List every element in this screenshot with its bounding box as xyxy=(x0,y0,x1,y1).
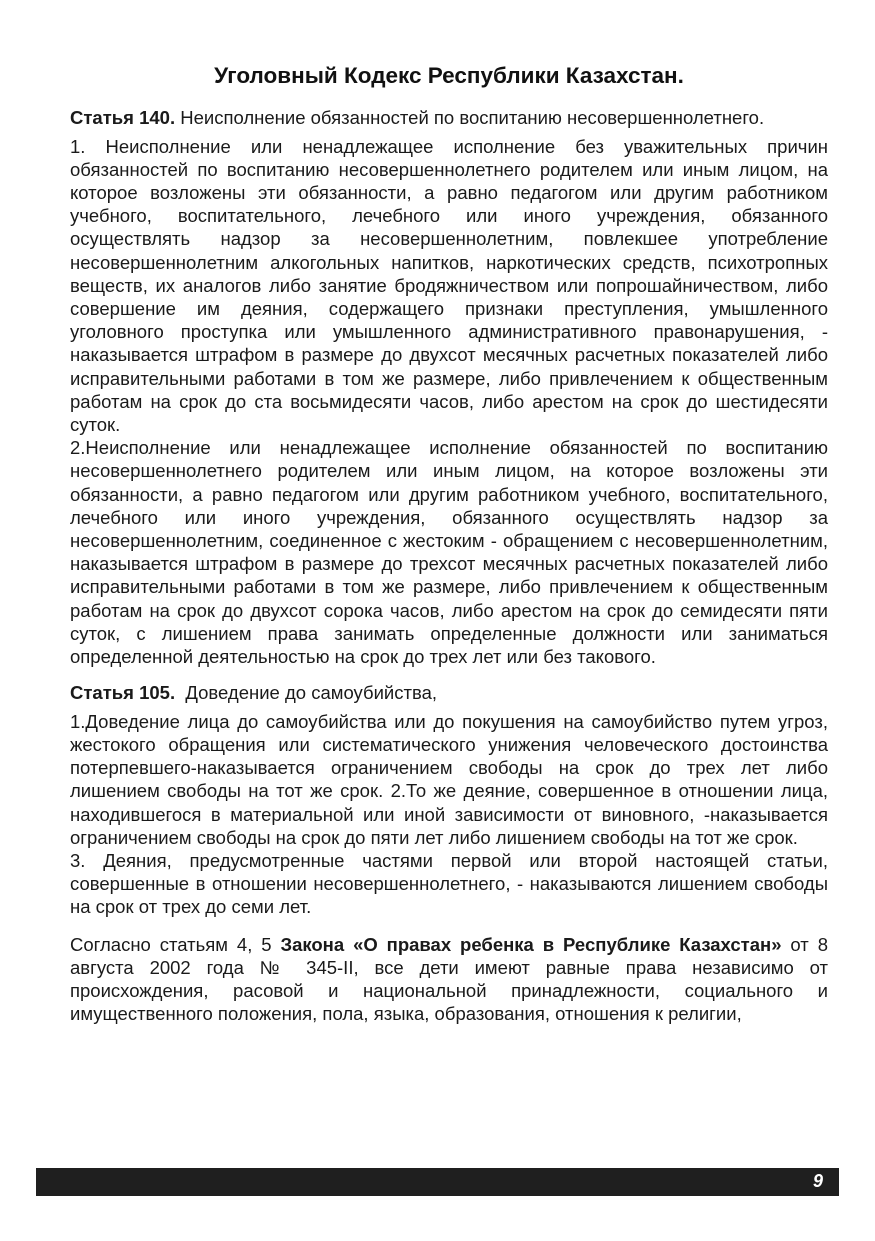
closing-suffix: от 8 августа 2002 года № 345-II, все дети имеют равные права независимо от происхождения, расовой и национальной принадлежности, социального и имущественного положения, пола, языка, образования, отношения к религии, xyxy=(70,933,828,1025)
article-140-part-2: 2.Неисполнение или ненадлежащее исполнение обязанностей по воспитанию несовершеннолетнего родителем или иным лицом, на которое возложены эти обязанности, а равно педагогом или другим работником учебного, воспитательного, лечебного или иного учреждения, обязанного осуществлять надзор за несовершеннолетним, соединенное с жестоким - обращением с несовершеннолетним, наказывается штрафом в размере до трехсот месячных расчетных показателей либо исправительными работами в том же размере, либо привлечением к общественным работам на срок до двухсот сорока часов, либо арестом на срок до семидесяти пяти суток, с лишением права занимать определенные должности или заниматься определенной деятельностью на срок до трех лет или без такового. xyxy=(70,437,828,668)
closing-prefix: Согласно статьям 4, 5 xyxy=(70,933,281,955)
article-140-label: Статья 140. xyxy=(70,107,176,128)
document-page xyxy=(70,62,828,1025)
closing-paragraph xyxy=(70,933,828,1026)
article-140-part-1: 1. Неисполнение или ненадлежащее исполнение без уважительных причин обязанностей по воспитанию несовершеннолетнего родителем или иным лицом, на которое возложены эти обязанности, а равно педагогом или другим работником учебного, воспитательного, лечебного или иного учреждения, обязанного осуществлять надзор за несовершеннолетним, повлекшее употребление несовершеннолетним алкогольных напитков, наркотических средств, психотропных веществ, их аналогов либо занятие бродяжничеством или попрошайничеством, либо совершение им деяния, содержащего признаки преступления, умышленного уголовного проступка или умышленного административного правонарушения, - наказывается штрафом в размере до двухсот месячных расчетных показателей либо исправительными работами в том же размере, либо привлечением к общественным работам на срок до ста восьмидесяти часов, либо арестом на срок до шестидесяти суток. xyxy=(70,135,828,435)
article-105-label: Статья 105. xyxy=(70,682,176,704)
article-140-heading xyxy=(70,107,828,130)
footer-bar xyxy=(36,1168,839,1196)
article-105-part-1-2: 1.Доведение лица до самоубийства или до покушения на самоубийство путем угроз, жестокого обращения или систематического унижения человеческого достоинства потерпевшего-наказывается ограничением свободы на срок до трех лет либо лишением свободы на тот же срок. 2.То же деяние, совершенное в отношении лица, находившегося в материальной или иной зависимости от виновного, -наказывается ограничением свободы на срок до пяти лет либо лишением свободы на тот же срок. xyxy=(70,710,828,848)
article-105-title: Доведение до самоубийства, xyxy=(175,682,438,704)
article-140 xyxy=(70,107,828,668)
article-140-title: Неисполнение обязанностей по воспитанию несовершеннолетнего. xyxy=(175,107,765,128)
document-title: Уголовный Кодекс Республики Казахстан. xyxy=(214,63,684,88)
page-number: 9 xyxy=(812,1171,823,1191)
article-105-part-3: 3. Деяния, предусмотренные частями первой или второй настоящей статьи, совершенные в отношении несовершеннолетнего, - наказываются лишением свободы на срок от трех до семи лет. xyxy=(70,850,828,918)
closing-law-name: Закона «О правах ребенка в Республике Казахстан» xyxy=(280,933,782,955)
article-105-heading xyxy=(70,682,828,705)
article-105 xyxy=(70,682,828,918)
